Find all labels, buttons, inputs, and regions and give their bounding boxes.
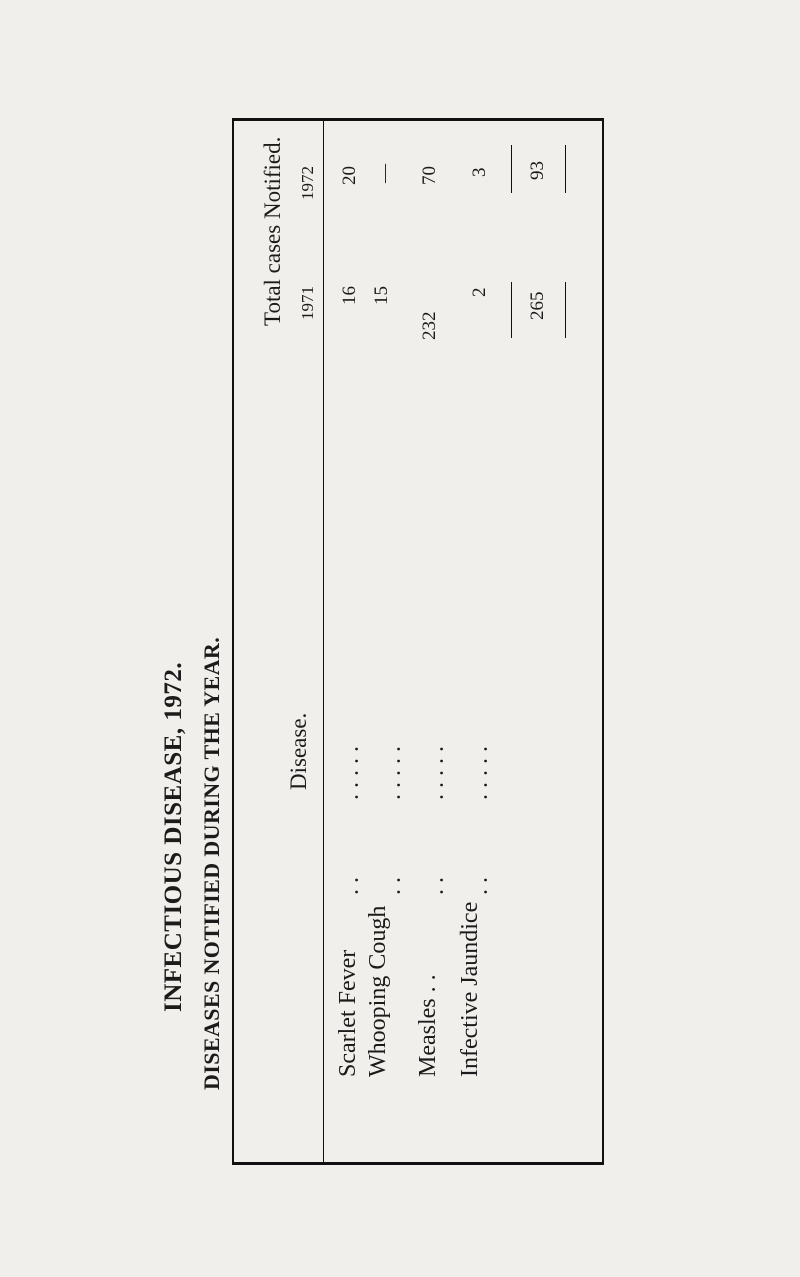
table-row-disease: Whooping Cough [365,905,391,1077]
table-bottom-border [232,1162,604,1165]
total-rule-1971-bottom [565,282,566,338]
row-dots: . . . . . [467,746,493,800]
table-row-disease: Scarlet Fever [335,949,361,1077]
cell-value-1972: 20 [339,166,360,185]
cell-value-1971: 16 [339,286,360,305]
row-leader-dots: . . [467,877,493,895]
table-row-disease: Infective Jaundice [457,901,483,1077]
disease-column-header: Disease. [286,712,311,790]
cell-value-1972: 3 [469,167,490,177]
row-dots: . . . . . [380,746,406,800]
row-leader-dots: . . [423,877,449,895]
cell-value-1971: 232 [419,311,440,340]
row-dots: . . . . . [338,746,364,800]
page-title: INFECTIOUS DISEASE, 1972. [160,661,187,1012]
page-subtitle: DISEASES NOTIFIED DURING THE YEAR. [199,636,224,1090]
table-row-disease: Measles . . [415,974,441,1077]
cell-value-1972: — [374,164,395,183]
table-top-border [232,118,604,121]
header-divider [323,118,324,1165]
cell-value-1971: 15 [371,286,392,305]
total-rule-1972-top [511,145,512,193]
total-rule-1971-top [511,282,512,338]
year-header-1972: 1972 [298,166,317,200]
total-rule-1972-bottom [565,145,566,193]
row-dots: . . . . . [423,746,449,800]
row-leader-dots: . . [338,877,364,895]
cell-value-1972: 70 [419,166,440,185]
bleed-through-text [640,120,644,140]
total-value-1971: 265 [527,291,548,320]
cell-value-1971: 2 [469,287,490,297]
table-right-border [602,118,604,1165]
row-leader-dots: . . [380,877,406,895]
year-header-1971: 1971 [298,286,317,320]
total-value-1972: 93 [527,161,548,180]
cases-column-header: Total cases Notified. [260,136,285,326]
table-left-border [232,118,234,1165]
